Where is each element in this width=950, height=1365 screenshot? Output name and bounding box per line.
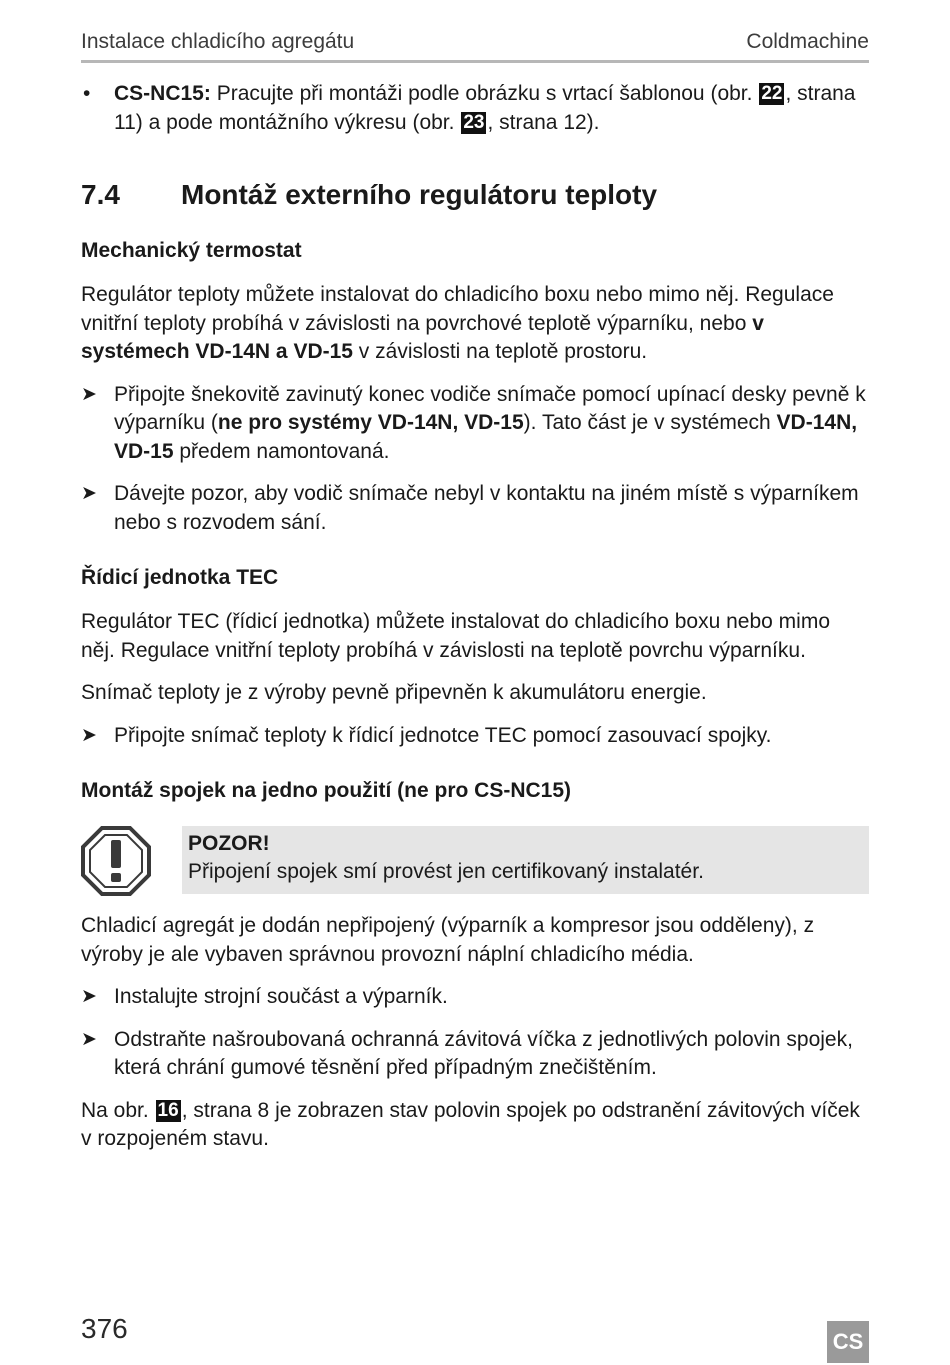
text: Dávejte pozor, aby vodič snímače nebyl v kontaktu na jiném místě s výparníkem nebo s rozvodem sání. bbox=[114, 482, 859, 534]
page-header bbox=[81, 30, 869, 60]
arrow-icon: ➤ bbox=[81, 483, 97, 504]
instruction-step bbox=[81, 480, 869, 537]
subheading-mechanical-thermostat: Mechanický termostat bbox=[81, 239, 302, 262]
warning-title: POZOR! bbox=[188, 832, 270, 855]
text: Na obr. bbox=[81, 1098, 155, 1122]
bullet-label: CS-NC15: bbox=[114, 82, 211, 105]
intro-bullet bbox=[81, 80, 869, 137]
page-number: 376 bbox=[81, 1313, 128, 1344]
figure-ref: 23 bbox=[463, 111, 485, 133]
text: Připojte šnekovitě zavinutý konec vodiče snímače pomocí upínací desky pevně k výparníku ( bbox=[114, 382, 866, 434]
exclamation-octagon-icon bbox=[81, 826, 151, 896]
text: Odstraňte našroubovaná ochranná závitová víčka z jednotlivých polovin spojek, která chrání gumové těsnění před případným znečištěním. bbox=[114, 1027, 853, 1079]
subheading-couplings: Montáž spojek na jedno použití (ne pro CS-NC15) bbox=[81, 779, 572, 802]
text: Instalujte strojní součást a výparník. bbox=[114, 985, 448, 1008]
figure-ref: 22 bbox=[761, 83, 783, 104]
subheading-tec-unit: Řídicí jednotka TEC bbox=[81, 566, 279, 589]
warning-text: Připojení spojek smí provést jen certifikovaný instalatér. bbox=[188, 860, 704, 883]
text: , strana 11) a pode montážního výkresu (obr. bbox=[114, 82, 856, 134]
header-chapter-title: Instalace chladicího agregátu bbox=[81, 30, 355, 53]
arrow-icon: ➤ bbox=[81, 1028, 97, 1050]
warning-notice bbox=[81, 826, 869, 896]
text-bold: VD-14N, VD-15 bbox=[114, 411, 858, 463]
section-heading bbox=[81, 178, 869, 212]
paragraph bbox=[81, 281, 869, 367]
text: Připojte snímač teploty k řídicí jednotce TEC pomocí zasouvací spojky. bbox=[114, 723, 772, 747]
paragraph: Chladicí agregát je dodán nepřipojený (výparník a kompresor jsou odděleny), z výroby je ale vybaven správnou provozní náplní chladicího média. bbox=[81, 914, 815, 966]
text: , strana 8 je zobrazen stav polovin spojek po odstranění závitových víček v rozpojeném stavu. bbox=[81, 1098, 860, 1150]
instruction-step bbox=[81, 381, 869, 467]
page-content bbox=[81, 80, 869, 1154]
warning-box bbox=[182, 826, 869, 894]
paragraph: Snímač teploty je z výroby pevně připevněn k akumulátoru energie. bbox=[81, 681, 707, 704]
section-number: 7.4 bbox=[81, 179, 120, 210]
header-divider bbox=[81, 60, 869, 63]
figure-ref: 16 bbox=[157, 1099, 179, 1121]
text: v závislosti na teplotě prostoru. bbox=[352, 340, 648, 363]
text: Pracujte při montáži podle obrázku s vrtací šablonou (obr. bbox=[210, 82, 759, 105]
text: Regulátor teploty můžete instalovat do chladicího boxu nebo mimo něj. Regulace vnitřní teploty probíhá v závislosti na povrchové teplotě výparníku, nebo bbox=[81, 283, 834, 335]
arrow-icon: ➤ bbox=[81, 724, 97, 746]
language-badge: CS bbox=[827, 1321, 869, 1363]
text: ). Tato část je v systémech bbox=[523, 411, 777, 434]
instruction-step bbox=[81, 983, 869, 1012]
text: předem namontovaná. bbox=[173, 439, 390, 463]
text-bold: v systémech VD-14N a VD-15 bbox=[81, 311, 764, 363]
section-title: Montáž externího regulátoru teploty bbox=[181, 179, 658, 210]
arrow-icon: ➤ bbox=[81, 383, 97, 405]
text: , strana 12). bbox=[487, 110, 600, 134]
arrow-icon: ➤ bbox=[81, 986, 97, 1007]
bullet-mark: • bbox=[83, 82, 91, 105]
paragraph: Regulátor TEC (řídicí jednotka) můžete instalovat do chladicího boxu nebo mimo něj. Regulace vnitřní teploty probíhá v závislosti na teplotě povrchu výparníku. bbox=[81, 610, 830, 662]
instruction-step bbox=[81, 722, 869, 751]
header-product-name: Coldmachine bbox=[746, 30, 869, 53]
paragraph bbox=[81, 1097, 869, 1154]
text-bold: ne pro systémy VD-14N, VD-15 bbox=[217, 411, 524, 434]
instruction-step bbox=[81, 1026, 869, 1083]
